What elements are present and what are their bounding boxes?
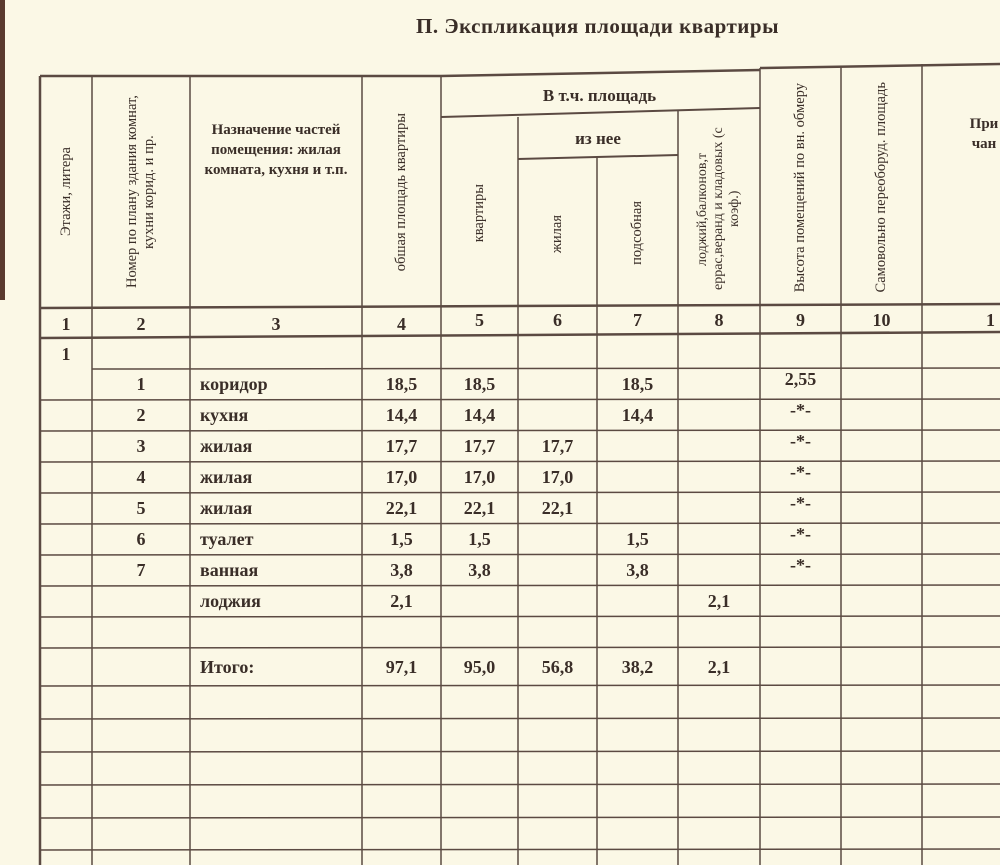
column-number-8: 8 <box>714 309 724 330</box>
cell-floor <box>40 555 92 586</box>
cell-unauth <box>841 551 922 582</box>
column-number-7: 7 <box>633 309 642 330</box>
cell-height: -*- <box>790 400 811 420</box>
cell-total: 14,4 <box>385 405 418 425</box>
cell-unauth <box>841 489 922 520</box>
cell-unauth <box>841 458 922 489</box>
cell-num <box>92 586 190 617</box>
cell-floor <box>40 431 92 462</box>
cell-living <box>518 586 597 617</box>
header-purpose-label: Назначение частей помещения: жилая комната, кухня и т.п. <box>204 122 348 178</box>
header-apartment-area-label: квартиры <box>471 183 487 243</box>
header-room-height <box>760 68 841 308</box>
cell-height <box>760 613 841 644</box>
cell-apt: 95,0 <box>463 656 496 677</box>
header-group-in-total-label: В т.ч. площадь <box>542 85 657 105</box>
row-divider <box>40 849 1000 850</box>
row-divider <box>40 751 1000 752</box>
cell-living: 17,7 <box>541 436 574 456</box>
cell-living <box>518 617 597 648</box>
cell-height <box>760 336 841 365</box>
cell-num <box>92 340 190 369</box>
cell-living <box>518 369 597 400</box>
cell-floor <box>40 648 92 686</box>
header-auxiliary-area <box>597 158 678 308</box>
cell-num: 5 <box>136 498 146 518</box>
cell-floor <box>40 462 92 493</box>
cell-total <box>362 617 441 648</box>
cell-loggia <box>678 340 760 369</box>
column-number-4: 4 <box>397 313 406 334</box>
cell-apt: 22,1 <box>463 498 496 518</box>
cell-name <box>190 340 362 369</box>
cell-loggia: 2,1 <box>707 656 731 677</box>
column-number-11: 1 <box>986 309 995 330</box>
cell-apt: 17,0 <box>463 467 496 487</box>
cell-total: 3,8 <box>390 560 413 580</box>
column-number-5: 5 <box>475 309 484 330</box>
header-loggia-area-label: лоджий,балконов,т еррас,веранд и кладовых (с коэф.) <box>695 127 742 291</box>
cell-total: 22,1 <box>385 498 418 518</box>
cell-living <box>518 340 597 369</box>
cell-unauth <box>841 520 922 551</box>
header-apartment-area <box>441 118 518 308</box>
header-total-area-label: обшая площадь квартиры <box>393 112 409 272</box>
cell-unauth <box>841 582 922 613</box>
cell-total: 17,0 <box>385 467 418 487</box>
cell-name: жилая <box>200 436 253 456</box>
cell-loggia <box>678 400 760 431</box>
cell-apt <box>441 617 518 648</box>
column-number-9: 9 <box>796 309 805 330</box>
header-notes <box>922 66 1000 308</box>
header-group-of-which <box>518 117 678 159</box>
cell-height <box>760 644 841 682</box>
cell-aux: 38,2 <box>621 656 654 677</box>
cell-aux: 14,4 <box>621 405 654 425</box>
cell-name: туалет <box>200 529 254 549</box>
cell-name: жилая <box>200 498 253 518</box>
cell-apt <box>441 340 518 369</box>
cell-floor <box>40 586 92 617</box>
cell-unauth <box>841 644 922 682</box>
cell-aux <box>597 586 678 617</box>
column-number-10: 10 <box>872 309 891 330</box>
header-living-area <box>518 160 597 308</box>
header-auxiliary-area-label: подсобная <box>629 201 645 265</box>
cell-apt: 17,7 <box>463 436 496 456</box>
cell-loggia <box>678 493 760 524</box>
header-purpose <box>190 76 362 308</box>
cell-living: 22,1 <box>541 498 574 518</box>
header-notes-label: При чан <box>969 116 999 152</box>
header-floors-label: Этажи, литера <box>57 147 74 237</box>
header-group-of-which-label: из нее <box>575 128 621 148</box>
cell-num: 2 <box>136 405 146 425</box>
header-room-number-label: Номер по плану здания комнат, кухни корид. и пр. <box>124 95 157 289</box>
cell-floor <box>40 617 92 648</box>
header-room-height-label: Высота помещений по вн. обмеру <box>792 83 808 293</box>
cell-floor <box>40 369 92 400</box>
cell-unauth <box>841 613 922 644</box>
cell-aux <box>597 431 678 462</box>
cell-height: -*- <box>790 555 811 575</box>
cell-aux: 18,5 <box>621 374 654 394</box>
cell-apt: 3,8 <box>468 560 491 580</box>
cell-living <box>518 555 597 586</box>
row-divider <box>40 784 1000 785</box>
cell-total: 97,1 <box>385 656 418 677</box>
document-title: П. Экспликация площади квартиры <box>416 14 779 38</box>
cell-living <box>518 400 597 431</box>
cell-unauth <box>841 336 922 365</box>
header-loggia-area <box>678 110 760 308</box>
cell-num: 1 <box>136 374 146 394</box>
cell-name <box>190 617 362 648</box>
cell-apt <box>441 586 518 617</box>
cell-unauth <box>841 427 922 458</box>
cell-name: Итого: <box>200 656 255 677</box>
cell-living: 17,0 <box>541 467 574 487</box>
column-number-3: 3 <box>271 313 281 334</box>
header-total-area <box>362 76 441 308</box>
cell-apt: 1,5 <box>468 529 491 549</box>
cell-num: 7 <box>136 560 146 580</box>
header-unauthorized-area <box>841 66 922 308</box>
cell-num <box>92 648 190 686</box>
header-living-area-label: жилая <box>549 214 565 254</box>
cell-unauth <box>841 365 922 396</box>
cell-total: 1,5 <box>390 529 413 549</box>
row-divider <box>40 817 1000 818</box>
column-number-1: 1 <box>61 313 71 334</box>
cell-aux: 3,8 <box>626 560 649 580</box>
cell-name: коридор <box>200 374 268 394</box>
cell-height: -*- <box>790 462 811 482</box>
cell-aux <box>597 340 678 369</box>
cell-height: -*- <box>790 493 811 513</box>
cell-height: -*- <box>790 524 811 544</box>
cell-floor: 1 <box>61 344 71 364</box>
cell-num <box>92 617 190 648</box>
cell-floor <box>40 524 92 555</box>
cell-height: 2,55 <box>784 369 817 389</box>
cell-floor <box>40 493 92 524</box>
cell-name: кухня <box>200 405 249 425</box>
cell-aux: 1,5 <box>626 529 649 549</box>
header-room-number <box>92 76 190 308</box>
cell-floor <box>40 400 92 431</box>
cell-unauth <box>841 396 922 427</box>
cell-aux <box>597 462 678 493</box>
cell-name: лоджия <box>200 591 261 611</box>
cell-total <box>362 340 441 369</box>
cell-apt: 14,4 <box>463 405 496 425</box>
cell-num: 6 <box>136 529 146 549</box>
cell-loggia <box>678 555 760 586</box>
cell-loggia <box>678 431 760 462</box>
cell-living <box>518 524 597 555</box>
cell-living: 56,8 <box>541 656 574 677</box>
cell-name: жилая <box>200 467 253 487</box>
cell-name: ванная <box>200 560 259 580</box>
cell-height: -*- <box>790 431 811 451</box>
cell-aux <box>597 617 678 648</box>
cell-aux <box>597 493 678 524</box>
cell-loggia <box>678 369 760 400</box>
header-unauthorized-area-label: Самовольно переоборуд. площадь <box>873 81 889 293</box>
cell-total: 2,1 <box>390 591 413 611</box>
cell-total: 17,7 <box>385 436 418 456</box>
cell-num: 3 <box>136 436 146 456</box>
cell-num: 4 <box>136 467 146 487</box>
cell-loggia <box>678 462 760 493</box>
column-number-6: 6 <box>553 309 562 330</box>
cell-apt: 18,5 <box>463 374 496 394</box>
column-number-2: 2 <box>136 313 146 334</box>
cell-loggia <box>678 524 760 555</box>
header-floors <box>40 76 92 308</box>
row-divider <box>40 718 1000 719</box>
cell-loggia: 2,1 <box>707 591 731 611</box>
cell-loggia <box>678 617 760 648</box>
cell-total: 18,5 <box>385 374 418 394</box>
cell-height <box>760 582 841 613</box>
